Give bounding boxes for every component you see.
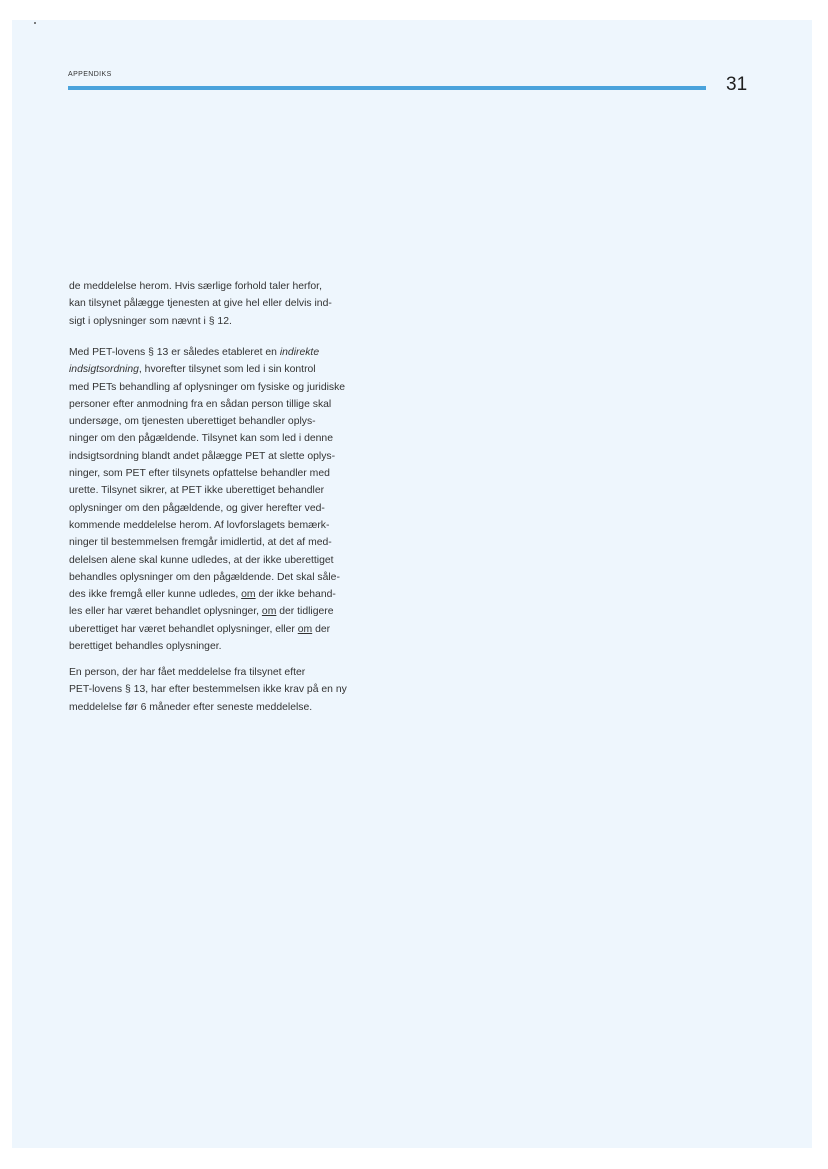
underlined-text: om <box>241 589 256 601</box>
text-segment: de meddelelse herom. Hvis særlige forhold taler herfor, <box>69 281 322 292</box>
text-line <box>69 586 399 603</box>
text-segment: meddelelse før 6 måneder efter seneste meddelelse. <box>69 701 313 713</box>
text-segment: behandles oplysninger om den pågældende. Det skal såle- <box>69 571 340 583</box>
text-line <box>69 482 399 499</box>
text-segment: uberettiget har været behandlet oplysninger, eller <box>69 623 298 635</box>
text-segment: Med PET-lovens § 13 er således etableret en <box>69 347 280 358</box>
text-line <box>69 344 399 361</box>
header-rule <box>68 86 706 90</box>
italic-text: indirekte <box>279 347 320 358</box>
text-line <box>69 569 399 586</box>
text-segment: les eller har været behandlet oplysninger, <box>69 606 262 618</box>
text-segment: En person, der har fået meddelelse fra tilsynet efter <box>69 667 306 678</box>
text-segment: kan tilsynet pålægge tjenesten at give hel eller delvis ind- <box>69 298 332 310</box>
text-segment: ninger, som PET efter tilsynets opfattelse behandler med <box>69 468 330 480</box>
text-segment: med PETs behandling af oplysninger om fysiske og juridiske <box>69 381 346 393</box>
scan-speck <box>34 22 36 24</box>
paragraph-1 <box>69 278 399 330</box>
text-line <box>69 664 399 681</box>
text-line <box>69 361 399 378</box>
underlined-text: om <box>261 606 277 618</box>
page-number: 31 <box>726 74 748 95</box>
text-line <box>69 278 399 295</box>
text-line <box>69 396 399 413</box>
text-segment: des ikke fremgå eller kunne udledes, <box>69 589 242 601</box>
text-segment: PET-lovens § 13, har efter bestemmelsen ikke krav på en ny <box>69 684 347 696</box>
text-segment: sigt i oplysninger som nævnt i § 12. <box>69 315 232 327</box>
text-segment: ninger til bestemmelsen fremgår imidlertid, at det af med- <box>69 537 332 549</box>
text-line <box>69 465 399 482</box>
text-segment: berettiget behandles oplysninger. <box>69 641 222 653</box>
text-line <box>69 534 399 551</box>
text-line <box>69 681 399 698</box>
italic-text: indsigtsordning <box>69 364 139 376</box>
text-segment: der ikke behand- <box>255 589 336 601</box>
text-line <box>69 517 399 534</box>
text-line <box>69 313 399 330</box>
text-line <box>69 699 399 716</box>
paragraph-2 <box>69 344 399 655</box>
text-line <box>69 448 399 465</box>
text-segment: oplysninger om den pågældende, og giver herefter ved- <box>69 502 325 514</box>
text-segment: personer efter anmodning fra en sådan person tillige skal <box>69 398 332 410</box>
text-segment: undersøge, om tjenesten uberettiget behandler oplys- <box>69 416 316 428</box>
text-line <box>69 430 399 447</box>
text-line <box>69 295 399 312</box>
text-line <box>69 500 399 517</box>
text-segment: indsigtsordning blandt andet pålægge PET at slette oplys- <box>69 450 336 462</box>
underlined-text: om <box>297 623 313 635</box>
text-segment: urette. Tilsynet sikrer, at PET ikke uberettiget behandler <box>69 485 325 497</box>
text-segment: der tidligere <box>276 606 334 618</box>
text-segment: ninger om den pågældende. Tilsynet kan som led i denne <box>69 433 333 445</box>
text-line <box>69 413 399 430</box>
text-segment: delelsen alene skal kunne udledes, at der ikke uberettiget <box>69 554 334 566</box>
text-line <box>69 552 399 569</box>
text-line <box>69 638 399 655</box>
text-line <box>69 603 399 620</box>
text-line <box>69 379 399 396</box>
text-line <box>69 621 399 638</box>
text-segment: der <box>312 623 331 635</box>
text-segment: kommende meddelelse herom. Af lovforslagets bemærk- <box>69 519 330 531</box>
section-label: APPENDIKS <box>68 71 112 78</box>
paragraph-3 <box>69 664 399 716</box>
text-segment: , hvorefter tilsynet som led i sin kontrol <box>138 364 316 376</box>
